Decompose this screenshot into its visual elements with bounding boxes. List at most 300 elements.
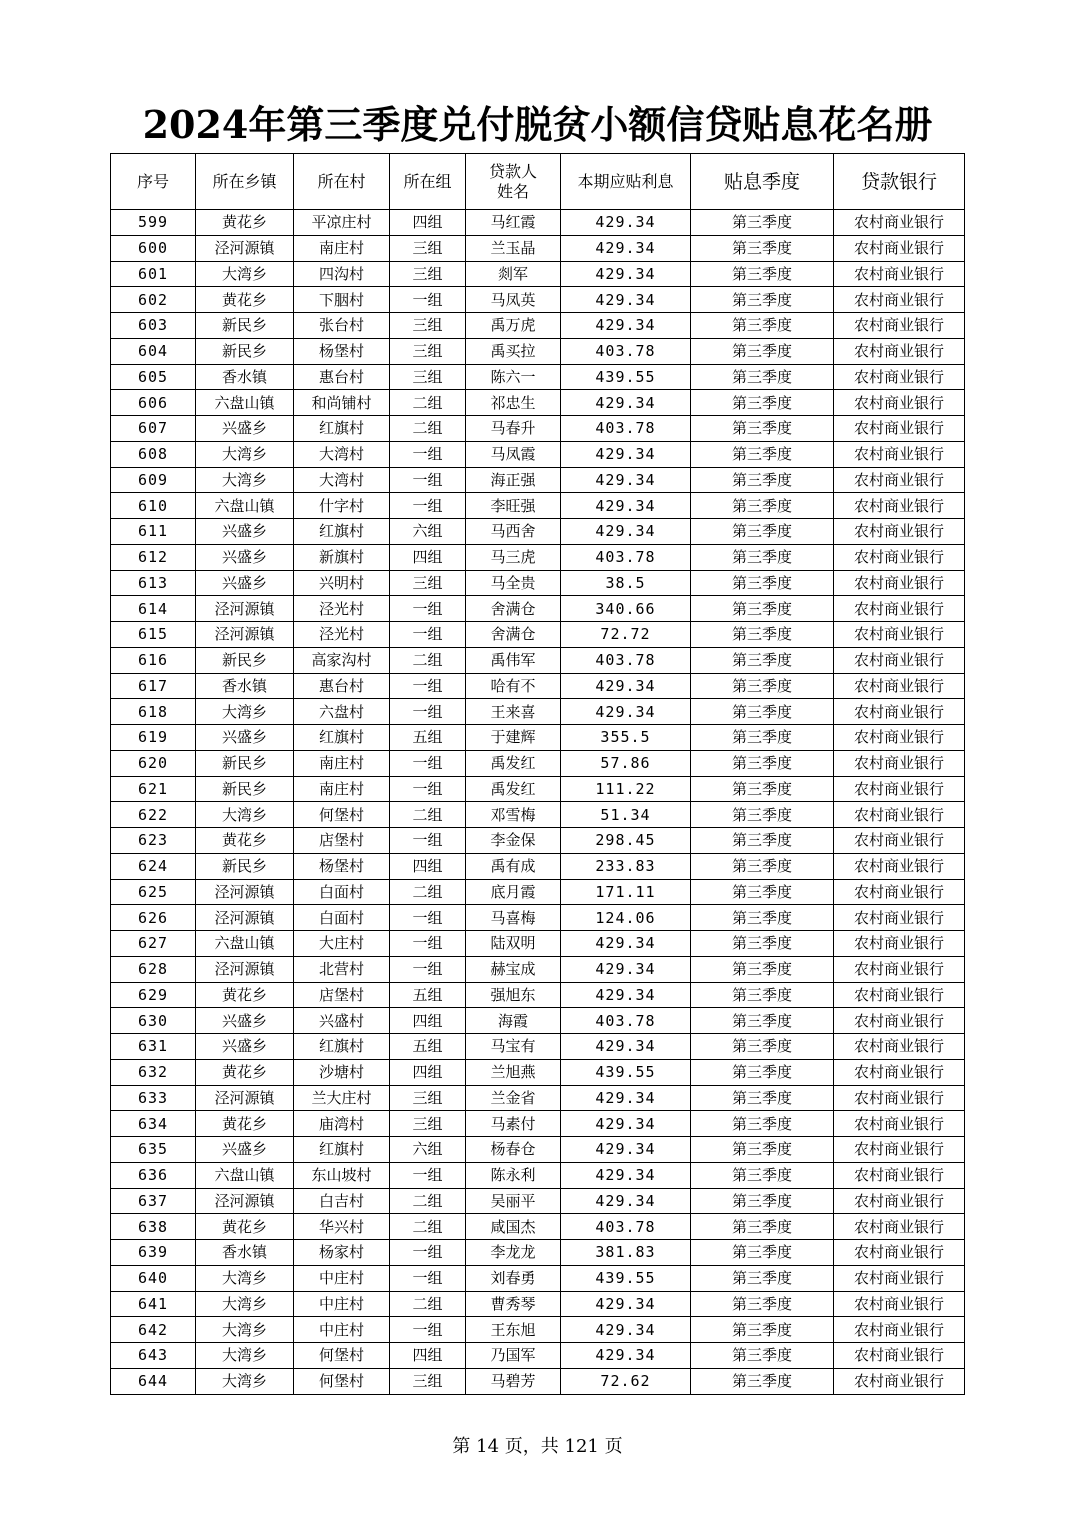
cell-township: 大湾乡: [196, 467, 294, 493]
table-row: [111, 1111, 965, 1137]
cell-township: 香水镇: [196, 673, 294, 699]
cell-village: 白面村: [294, 879, 390, 905]
cell-township: 黄花乡: [196, 210, 294, 236]
page-title: 2024年第三季度兑付脱贫小额信贷贴息花名册: [142, 102, 933, 147]
page-footer: 第 14 页，共 121 页: [452, 1436, 623, 1457]
cell-interest-amount: 233.83: [561, 853, 691, 879]
cell-interest-amount: 429.34: [561, 673, 691, 699]
cell-village: 北营村: [294, 956, 390, 982]
cell-row-number: 642: [111, 1317, 196, 1343]
cell-interest-quarter: 第三季度: [691, 879, 834, 905]
cell-lending-bank: 农村商业银行: [834, 725, 965, 751]
cell-interest-quarter: 第三季度: [691, 416, 834, 442]
cell-lending-bank: 农村商业银行: [834, 390, 965, 416]
cell-group: 三组: [390, 1111, 466, 1137]
cell-interest-amount: 429.34: [561, 1291, 691, 1317]
cell-township: 黄花乡: [196, 1214, 294, 1240]
cell-interest-quarter: 第三季度: [691, 1214, 834, 1240]
cell-lending-bank: 农村商业银行: [834, 982, 965, 1008]
cell-interest-amount: 429.34: [561, 982, 691, 1008]
cell-village: 兴明村: [294, 570, 390, 596]
cell-row-number: 641: [111, 1291, 196, 1317]
cell-lending-bank: 农村商业银行: [834, 1188, 965, 1214]
cell-lending-bank: 农村商业银行: [834, 441, 965, 467]
cell-interest-quarter: 第三季度: [691, 828, 834, 854]
cell-village: 高家沟村: [294, 647, 390, 673]
cell-village: 什字村: [294, 493, 390, 519]
cell-row-number: 636: [111, 1162, 196, 1188]
cell-lending-bank: 农村商业银行: [834, 905, 965, 931]
cell-group: 二组: [390, 1188, 466, 1214]
cell-township: 大湾乡: [196, 802, 294, 828]
cell-interest-quarter: 第三季度: [691, 1188, 834, 1214]
cell-row-number: 639: [111, 1240, 196, 1266]
cell-village: 平凉庄村: [294, 210, 390, 236]
cell-village: 南庄村: [294, 776, 390, 802]
cell-borrower-name: 海正强: [466, 467, 561, 493]
cell-lending-bank: 农村商业银行: [834, 1265, 965, 1291]
cell-township: 黄花乡: [196, 982, 294, 1008]
table-row: [111, 1162, 965, 1188]
cell-lending-bank: 农村商业银行: [834, 802, 965, 828]
cell-interest-amount: 439.55: [561, 1265, 691, 1291]
cell-group: 一组: [390, 467, 466, 493]
cell-borrower-name: 曹秀琴: [466, 1291, 561, 1317]
table-row: [111, 338, 965, 364]
cell-interest-amount: 429.34: [561, 1317, 691, 1343]
table-row: [111, 1085, 965, 1111]
cell-interest-amount: 429.34: [561, 1034, 691, 1060]
cell-interest-quarter: 第三季度: [691, 1291, 834, 1317]
cell-village: 红旗村: [294, 725, 390, 751]
cell-village: 中庄村: [294, 1317, 390, 1343]
cell-lending-bank: 农村商业银行: [834, 570, 965, 596]
cell-interest-quarter: 第三季度: [691, 1059, 834, 1085]
cell-lending-bank: 农村商业银行: [834, 647, 965, 673]
table-row: [111, 364, 965, 390]
cell-row-number: 601: [111, 261, 196, 287]
cell-lending-bank: 农村商业银行: [834, 1162, 965, 1188]
cell-row-number: 607: [111, 416, 196, 442]
cell-village: 红旗村: [294, 1034, 390, 1060]
cell-group: 一组: [390, 956, 466, 982]
cell-group: 一组: [390, 493, 466, 519]
cell-row-number: 600: [111, 235, 196, 261]
column-header: 贷款银行: [834, 154, 965, 210]
cell-group: 五组: [390, 982, 466, 1008]
cell-village: 何堡村: [294, 1368, 390, 1394]
cell-township: 新民乡: [196, 776, 294, 802]
table-row: [111, 1188, 965, 1214]
cell-borrower-name: 陆双明: [466, 931, 561, 957]
cell-village: 新旗村: [294, 544, 390, 570]
cell-village: 店堡村: [294, 828, 390, 854]
cell-lending-bank: 农村商业银行: [834, 1111, 965, 1137]
cell-township: 黄花乡: [196, 1111, 294, 1137]
table-row: [111, 1214, 965, 1240]
table-row: [111, 1317, 965, 1343]
cell-village: 店堡村: [294, 982, 390, 1008]
cell-borrower-name: 祁忠生: [466, 390, 561, 416]
cell-group: 一组: [390, 673, 466, 699]
cell-lending-bank: 农村商业银行: [834, 853, 965, 879]
cell-row-number: 620: [111, 750, 196, 776]
table-row: [111, 673, 965, 699]
cell-borrower-name: 剡军: [466, 261, 561, 287]
cell-interest-quarter: 第三季度: [691, 853, 834, 879]
column-header: 贷款人 姓名: [466, 154, 561, 210]
cell-row-number: 617: [111, 673, 196, 699]
table-row: [111, 1265, 965, 1291]
cell-group: 三组: [390, 261, 466, 287]
cell-interest-amount: 429.34: [561, 1162, 691, 1188]
cell-borrower-name: 马春升: [466, 416, 561, 442]
cell-interest-amount: 340.66: [561, 596, 691, 622]
cell-borrower-name: 禹发红: [466, 750, 561, 776]
cell-interest-amount: 171.11: [561, 879, 691, 905]
cell-group: 五组: [390, 1034, 466, 1060]
table-row: [111, 1240, 965, 1266]
cell-group: 三组: [390, 570, 466, 596]
table-row: [111, 570, 965, 596]
cell-lending-bank: 农村商业银行: [834, 1214, 965, 1240]
cell-interest-quarter: 第三季度: [691, 1240, 834, 1266]
column-header: 本期应贴利息: [561, 154, 691, 210]
cell-row-number: 628: [111, 956, 196, 982]
cell-group: 二组: [390, 802, 466, 828]
cell-borrower-name: 兰金省: [466, 1085, 561, 1111]
cell-borrower-name: 舍满仓: [466, 596, 561, 622]
table-row: [111, 828, 965, 854]
cell-borrower-name: 兰玉晶: [466, 235, 561, 261]
table-row: [111, 390, 965, 416]
cell-interest-amount: 429.34: [561, 931, 691, 957]
cell-row-number: 608: [111, 441, 196, 467]
cell-interest-quarter: 第三季度: [691, 390, 834, 416]
cell-village: 中庄村: [294, 1265, 390, 1291]
cell-township: 泾河源镇: [196, 1085, 294, 1111]
cell-row-number: 635: [111, 1137, 196, 1163]
cell-borrower-name: 马凤英: [466, 287, 561, 313]
cell-interest-quarter: 第三季度: [691, 622, 834, 648]
cell-group: 四组: [390, 544, 466, 570]
cell-interest-amount: 57.86: [561, 750, 691, 776]
cell-interest-quarter: 第三季度: [691, 287, 834, 313]
cell-township: 新民乡: [196, 647, 294, 673]
cell-lending-bank: 农村商业银行: [834, 519, 965, 545]
cell-lending-bank: 农村商业银行: [834, 287, 965, 313]
column-header: 所在村: [294, 154, 390, 210]
cell-interest-quarter: 第三季度: [691, 1265, 834, 1291]
cell-township: 兴盛乡: [196, 519, 294, 545]
cell-row-number: 602: [111, 287, 196, 313]
cell-group: 二组: [390, 1291, 466, 1317]
cell-borrower-name: 哈有不: [466, 673, 561, 699]
cell-township: 黄花乡: [196, 828, 294, 854]
cell-village: 六盘村: [294, 699, 390, 725]
cell-township: 新民乡: [196, 750, 294, 776]
table-row: [111, 313, 965, 339]
cell-borrower-name: 赫宝成: [466, 956, 561, 982]
cell-interest-amount: 429.34: [561, 1188, 691, 1214]
cell-row-number: 619: [111, 725, 196, 751]
cell-township: 兴盛乡: [196, 725, 294, 751]
cell-interest-quarter: 第三季度: [691, 1034, 834, 1060]
cell-interest-quarter: 第三季度: [691, 673, 834, 699]
cell-borrower-name: 马凤霞: [466, 441, 561, 467]
cell-village: 红旗村: [294, 519, 390, 545]
cell-row-number: 609: [111, 467, 196, 493]
table-row: [111, 853, 965, 879]
cell-group: 三组: [390, 1085, 466, 1111]
cell-village: 白面村: [294, 905, 390, 931]
cell-township: 兴盛乡: [196, 416, 294, 442]
table-row: [111, 725, 965, 751]
cell-row-number: 618: [111, 699, 196, 725]
cell-borrower-name: 马碧芳: [466, 1368, 561, 1394]
cell-group: 四组: [390, 1059, 466, 1085]
cell-lending-bank: 农村商业银行: [834, 1317, 965, 1343]
cell-borrower-name: 吴丽平: [466, 1188, 561, 1214]
cell-interest-amount: 429.34: [561, 1343, 691, 1369]
cell-interest-amount: 429.34: [561, 1137, 691, 1163]
cell-township: 大湾乡: [196, 441, 294, 467]
table-row: [111, 261, 965, 287]
cell-group: 二组: [390, 416, 466, 442]
cell-interest-quarter: 第三季度: [691, 364, 834, 390]
cell-group: 三组: [390, 364, 466, 390]
cell-interest-amount: 111.22: [561, 776, 691, 802]
cell-group: 四组: [390, 1008, 466, 1034]
table-row: [111, 519, 965, 545]
cell-borrower-name: 李旺强: [466, 493, 561, 519]
cell-lending-bank: 农村商业银行: [834, 261, 965, 287]
cell-group: 二组: [390, 1214, 466, 1240]
cell-lending-bank: 农村商业银行: [834, 467, 965, 493]
table-row: [111, 1291, 965, 1317]
cell-village: 惠台村: [294, 364, 390, 390]
cell-borrower-name: 马宝有: [466, 1034, 561, 1060]
cell-interest-amount: 403.78: [561, 416, 691, 442]
cell-lending-bank: 农村商业银行: [834, 673, 965, 699]
cell-borrower-name: 马喜梅: [466, 905, 561, 931]
table-row: [111, 982, 965, 1008]
cell-interest-quarter: 第三季度: [691, 931, 834, 957]
cell-borrower-name: 王来喜: [466, 699, 561, 725]
cell-interest-quarter: 第三季度: [691, 1343, 834, 1369]
cell-township: 大湾乡: [196, 1343, 294, 1369]
cell-row-number: 614: [111, 596, 196, 622]
cell-group: 三组: [390, 1368, 466, 1394]
cell-borrower-name: 陈永利: [466, 1162, 561, 1188]
cell-group: 二组: [390, 647, 466, 673]
cell-township: 香水镇: [196, 1240, 294, 1266]
cell-village: 华兴村: [294, 1214, 390, 1240]
cell-interest-amount: 429.34: [561, 699, 691, 725]
cell-lending-bank: 农村商业银行: [834, 1034, 965, 1060]
cell-row-number: 631: [111, 1034, 196, 1060]
cell-interest-quarter: 第三季度: [691, 1085, 834, 1111]
cell-township: 黄花乡: [196, 1059, 294, 1085]
table-row: [111, 776, 965, 802]
cell-row-number: 606: [111, 390, 196, 416]
cell-interest-amount: 403.78: [561, 338, 691, 364]
cell-group: 三组: [390, 338, 466, 364]
cell-row-number: 644: [111, 1368, 196, 1394]
cell-group: 一组: [390, 441, 466, 467]
cell-interest-quarter: 第三季度: [691, 467, 834, 493]
table-row: [111, 210, 965, 236]
cell-borrower-name: 李龙龙: [466, 1240, 561, 1266]
cell-group: 四组: [390, 210, 466, 236]
cell-group: 一组: [390, 931, 466, 957]
cell-row-number: 603: [111, 313, 196, 339]
cell-lending-bank: 农村商业银行: [834, 1368, 965, 1394]
cell-village: 白吉村: [294, 1188, 390, 1214]
cell-interest-quarter: 第三季度: [691, 493, 834, 519]
cell-interest-amount: 38.5: [561, 570, 691, 596]
cell-group: 二组: [390, 879, 466, 905]
cell-interest-quarter: 第三季度: [691, 776, 834, 802]
cell-interest-quarter: 第三季度: [691, 519, 834, 545]
cell-interest-quarter: 第三季度: [691, 905, 834, 931]
cell-interest-quarter: 第三季度: [691, 313, 834, 339]
cell-group: 一组: [390, 699, 466, 725]
cell-group: 一组: [390, 750, 466, 776]
cell-interest-amount: 403.78: [561, 647, 691, 673]
cell-village: 南庄村: [294, 750, 390, 776]
cell-row-number: 643: [111, 1343, 196, 1369]
cell-interest-quarter: 第三季度: [691, 210, 834, 236]
cell-row-number: 633: [111, 1085, 196, 1111]
table-row: [111, 493, 965, 519]
cell-township: 泾河源镇: [196, 905, 294, 931]
cell-borrower-name: 于建辉: [466, 725, 561, 751]
cell-row-number: 626: [111, 905, 196, 931]
cell-interest-amount: 429.34: [561, 519, 691, 545]
cell-interest-amount: 403.78: [561, 1008, 691, 1034]
cell-interest-amount: 429.34: [561, 956, 691, 982]
table-row: [111, 622, 965, 648]
cell-row-number: 634: [111, 1111, 196, 1137]
cell-village: 红旗村: [294, 416, 390, 442]
cell-interest-quarter: 第三季度: [691, 1111, 834, 1137]
cell-interest-quarter: 第三季度: [691, 1137, 834, 1163]
cell-group: 三组: [390, 235, 466, 261]
cell-interest-amount: 403.78: [561, 544, 691, 570]
cell-village: 沙塘村: [294, 1059, 390, 1085]
cell-group: 六组: [390, 1137, 466, 1163]
cell-lending-bank: 农村商业银行: [834, 776, 965, 802]
cell-interest-amount: 439.55: [561, 1059, 691, 1085]
cell-interest-quarter: 第三季度: [691, 750, 834, 776]
cell-village: 何堡村: [294, 1343, 390, 1369]
cell-village: 和尚铺村: [294, 390, 390, 416]
cell-row-number: 611: [111, 519, 196, 545]
cell-lending-bank: 农村商业银行: [834, 1059, 965, 1085]
cell-interest-quarter: 第三季度: [691, 338, 834, 364]
cell-interest-amount: 429.34: [561, 287, 691, 313]
cell-borrower-name: 李金保: [466, 828, 561, 854]
cell-interest-amount: 72.72: [561, 622, 691, 648]
cell-interest-amount: 439.55: [561, 364, 691, 390]
cell-borrower-name: 舍满仓: [466, 622, 561, 648]
cell-group: 一组: [390, 1162, 466, 1188]
cell-lending-bank: 农村商业银行: [834, 338, 965, 364]
cell-village: 泾光村: [294, 596, 390, 622]
table-row: [111, 1368, 965, 1394]
cell-township: 大湾乡: [196, 1291, 294, 1317]
column-header: 所在组: [390, 154, 466, 210]
cell-lending-bank: 农村商业银行: [834, 750, 965, 776]
cell-interest-amount: 429.34: [561, 493, 691, 519]
table-row: [111, 441, 965, 467]
table-header-row: [111, 154, 965, 210]
cell-group: 一组: [390, 905, 466, 931]
cell-row-number: 627: [111, 931, 196, 957]
cell-borrower-name: 马西舍: [466, 519, 561, 545]
cell-interest-amount: 51.34: [561, 802, 691, 828]
cell-borrower-name: 咸国杰: [466, 1214, 561, 1240]
table-body: [111, 210, 965, 1395]
cell-borrower-name: 底月霞: [466, 879, 561, 905]
cell-village: 兰大庄村: [294, 1085, 390, 1111]
cell-village: 东山坡村: [294, 1162, 390, 1188]
cell-lending-bank: 农村商业银行: [834, 622, 965, 648]
cell-township: 兴盛乡: [196, 1137, 294, 1163]
cell-group: 四组: [390, 1343, 466, 1369]
cell-borrower-name: 禹发红: [466, 776, 561, 802]
cell-township: 六盘山镇: [196, 493, 294, 519]
cell-row-number: 638: [111, 1214, 196, 1240]
cell-village: 张台村: [294, 313, 390, 339]
cell-row-number: 637: [111, 1188, 196, 1214]
cell-borrower-name: 刘春勇: [466, 1265, 561, 1291]
table-row: [111, 879, 965, 905]
cell-township: 泾河源镇: [196, 1188, 294, 1214]
cell-row-number: 621: [111, 776, 196, 802]
cell-interest-quarter: 第三季度: [691, 982, 834, 1008]
cell-lending-bank: 农村商业银行: [834, 1343, 965, 1369]
cell-township: 大湾乡: [196, 1265, 294, 1291]
cell-township: 兴盛乡: [196, 1034, 294, 1060]
column-header: 序号: [111, 154, 196, 210]
cell-borrower-name: 马红霞: [466, 210, 561, 236]
cell-village: 泾光村: [294, 622, 390, 648]
cell-row-number: 616: [111, 647, 196, 673]
cell-borrower-name: 乃国军: [466, 1343, 561, 1369]
cell-borrower-name: 陈六一: [466, 364, 561, 390]
cell-group: 一组: [390, 622, 466, 648]
cell-lending-bank: 农村商业银行: [834, 210, 965, 236]
cell-borrower-name: 马素付: [466, 1111, 561, 1137]
cell-row-number: 623: [111, 828, 196, 854]
cell-borrower-name: 禹买拉: [466, 338, 561, 364]
cell-township: 泾河源镇: [196, 879, 294, 905]
cell-lending-bank: 农村商业银行: [834, 956, 965, 982]
cell-borrower-name: 禹万虎: [466, 313, 561, 339]
table-row: [111, 544, 965, 570]
cell-lending-bank: 农村商业银行: [834, 1085, 965, 1111]
cell-interest-amount: 72.62: [561, 1368, 691, 1394]
cell-row-number: 612: [111, 544, 196, 570]
cell-township: 大湾乡: [196, 699, 294, 725]
cell-row-number: 630: [111, 1008, 196, 1034]
cell-borrower-name: 海霞: [466, 1008, 561, 1034]
cell-group: 四组: [390, 853, 466, 879]
cell-township: 新民乡: [196, 853, 294, 879]
cell-lending-bank: 农村商业银行: [834, 544, 965, 570]
